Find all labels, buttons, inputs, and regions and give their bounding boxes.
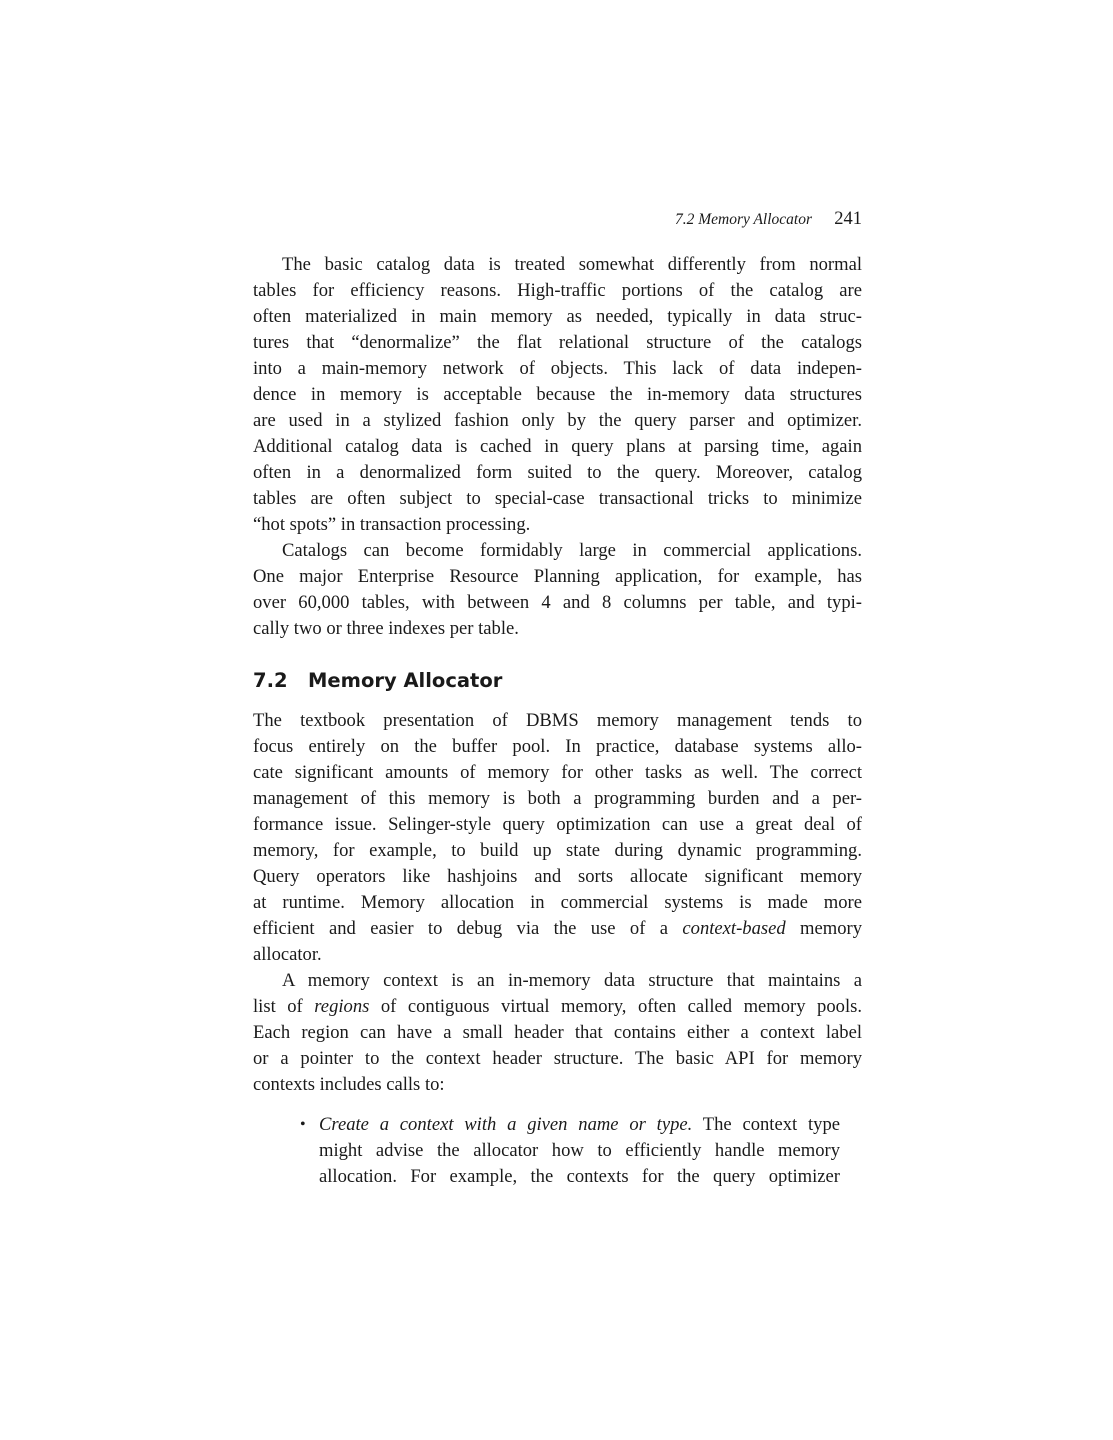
text-line: The textbook presentation of DBMS memory management tends to xyxy=(253,710,862,731)
text-line: contexts includes calls to: xyxy=(253,1074,445,1095)
text-line: allocator. xyxy=(253,944,322,965)
text-line: Query operators like hashjoins and sorts allocate significant memory xyxy=(253,866,862,887)
text-line: “hot spots” in transaction processing. xyxy=(253,514,531,535)
emphasis-term: regions xyxy=(314,996,370,1017)
emphasis-term: Create a context with a given name or type. xyxy=(319,1114,693,1135)
text-line: focus entirely on the buffer pool. In practice, database systems allo- xyxy=(253,736,862,757)
text-line: tures that “denormalize” the flat relational structure of the catalogs xyxy=(253,332,862,353)
section-number: 7.2 xyxy=(253,669,288,692)
text-line: Additional catalog data is cached in query plans at parsing time, again xyxy=(253,436,862,457)
text-line: The basic catalog data is treated somewhat differently from normal xyxy=(282,254,862,275)
text-line: are used in a stylized fashion only by the query parser and optimizer. xyxy=(253,410,862,431)
text-line: One major Enterprise Resource Planning application, for example, has xyxy=(253,566,862,587)
text-line: tables are often subject to special-case transactional tricks to minimize xyxy=(253,488,862,509)
text-line: cally two or three indexes per table. xyxy=(253,618,519,639)
paragraph-catalog-size xyxy=(253,538,862,642)
text-line: Each region can have a small header that contains either a context label xyxy=(253,1022,862,1043)
emphasis-term: context-based xyxy=(682,918,786,939)
text-line: into a main-memory network of objects. This lack of data indepen- xyxy=(253,358,862,379)
text-line: allocation. For example, the contexts for the query optimizer xyxy=(319,1166,840,1187)
running-head xyxy=(253,207,862,232)
paragraph-memory-management xyxy=(253,708,862,968)
text-run: memory xyxy=(785,918,862,939)
section-title: Memory Allocator xyxy=(308,669,503,692)
text-run: of contiguous virtual memory, often called memory pools. xyxy=(369,996,862,1017)
text-line xyxy=(253,916,862,942)
text-line: cate significant amounts of memory for other tasks as well. The correct xyxy=(253,762,862,783)
running-head-section: 7.2 Memory Allocator xyxy=(674,211,812,228)
text-line: A memory context is an in-memory data structure that maintains a xyxy=(282,970,862,991)
text-line: memory, for example, to build up state during dynamic programming. xyxy=(253,840,862,861)
text-line: tables for efficiency reasons. High-traffic portions of the catalog are xyxy=(253,280,862,301)
section-heading xyxy=(253,667,502,695)
text-line xyxy=(253,994,862,1020)
page-number: 241 xyxy=(834,209,862,229)
text-run: list of xyxy=(253,996,315,1017)
text-line: often materialized in main memory as needed, typically in data struc- xyxy=(253,306,862,327)
text-line: or a pointer to the context header structure. The basic API for memory xyxy=(253,1048,862,1069)
paragraph-memory-context xyxy=(253,968,862,1098)
text-line: Catalogs can become formidably large in commercial applications. xyxy=(282,540,862,561)
text-line: dence in memory is acceptable because the in-memory data structures xyxy=(253,384,862,405)
bullet-icon: • xyxy=(300,1116,306,1133)
text-line: management of this memory is both a programming burden and a per- xyxy=(253,788,862,809)
list-item xyxy=(319,1112,840,1190)
text-line: often in a denormalized form suited to the query. Moreover, catalog xyxy=(253,462,862,483)
text-line: might advise the allocator how to efficiently handle memory xyxy=(319,1140,840,1161)
text-run: The context type xyxy=(692,1114,840,1135)
text-line: formance issue. Selinger-style query optimization can use a great deal of xyxy=(253,814,862,835)
text-line xyxy=(319,1112,840,1138)
text-line: over 60,000 tables, with between 4 and 8 columns per table, and typi- xyxy=(253,592,862,613)
text-run: efficient and easier to debug via the use of a xyxy=(253,918,683,939)
text-line: at runtime. Memory allocation in commercial systems is made more xyxy=(253,892,862,913)
paragraph-catalog-data xyxy=(253,252,862,538)
